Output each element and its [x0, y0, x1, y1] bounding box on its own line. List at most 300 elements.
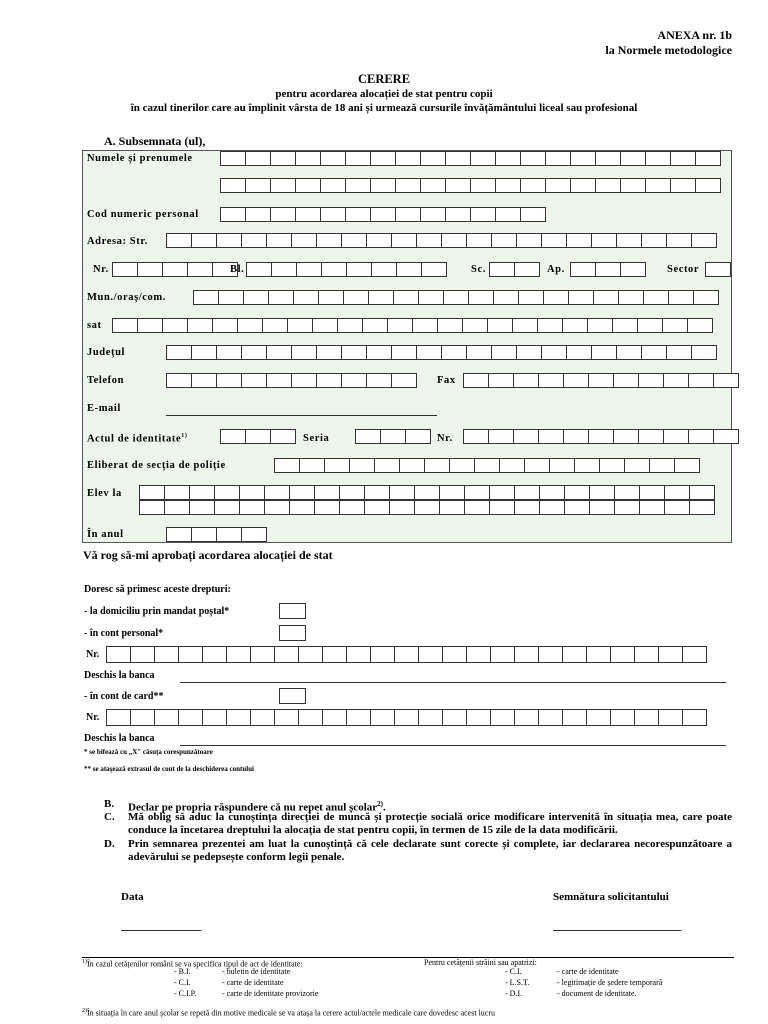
- char-cell[interactable]: [495, 151, 521, 166]
- char-cell[interactable]: [634, 646, 659, 663]
- char-cell[interactable]: [389, 485, 415, 500]
- char-cell[interactable]: [666, 233, 692, 248]
- char-cell[interactable]: [666, 345, 692, 360]
- char-cell[interactable]: [591, 345, 617, 360]
- char-cell[interactable]: [164, 485, 190, 500]
- char-cell[interactable]: [295, 151, 321, 166]
- char-cell[interactable]: [466, 646, 491, 663]
- char-cell[interactable]: [214, 485, 240, 500]
- id-document-field[interactable]: [220, 429, 295, 444]
- char-cell[interactable]: [658, 709, 683, 726]
- char-cell[interactable]: [266, 233, 292, 248]
- char-cell[interactable]: [270, 151, 296, 166]
- char-cell[interactable]: [524, 458, 550, 473]
- char-cell[interactable]: [291, 373, 317, 388]
- char-cell[interactable]: [366, 345, 392, 360]
- char-cell[interactable]: [638, 373, 664, 388]
- char-cell[interactable]: [246, 262, 272, 277]
- char-cell[interactable]: [543, 290, 569, 305]
- char-cell[interactable]: [399, 458, 425, 473]
- char-cell[interactable]: [337, 318, 363, 333]
- char-cell[interactable]: [466, 233, 492, 248]
- char-cell[interactable]: [599, 458, 625, 473]
- char-cell[interactable]: [489, 262, 515, 277]
- char-cell[interactable]: [538, 373, 564, 388]
- char-cell[interactable]: [587, 318, 613, 333]
- char-cell[interactable]: [414, 485, 440, 500]
- char-cell[interactable]: [645, 151, 671, 166]
- char-cell[interactable]: [289, 500, 315, 515]
- char-cell[interactable]: [641, 345, 667, 360]
- char-cell[interactable]: [154, 646, 179, 663]
- email-field[interactable]: [166, 415, 437, 416]
- char-cell[interactable]: [662, 318, 688, 333]
- char-cell[interactable]: [220, 429, 246, 444]
- char-cell[interactable]: [641, 233, 667, 248]
- char-cell[interactable]: [130, 646, 155, 663]
- char-cell[interactable]: [264, 500, 290, 515]
- char-cell[interactable]: [538, 709, 563, 726]
- char-cell[interactable]: [520, 178, 546, 193]
- char-cell[interactable]: [613, 429, 639, 444]
- char-cell[interactable]: [539, 485, 565, 500]
- char-cell[interactable]: [490, 646, 515, 663]
- char-cell[interactable]: [370, 646, 395, 663]
- char-cell[interactable]: [345, 178, 371, 193]
- char-cell[interactable]: [470, 151, 496, 166]
- char-cell[interactable]: [658, 646, 683, 663]
- char-cell[interactable]: [620, 151, 646, 166]
- char-cell[interactable]: [394, 709, 419, 726]
- char-cell[interactable]: [570, 262, 596, 277]
- char-cell[interactable]: [389, 500, 415, 515]
- char-cell[interactable]: [491, 345, 517, 360]
- char-cell[interactable]: [691, 233, 717, 248]
- char-cell[interactable]: [670, 151, 696, 166]
- char-cell[interactable]: [193, 290, 219, 305]
- char-cell[interactable]: [241, 373, 267, 388]
- char-cell[interactable]: [226, 646, 251, 663]
- char-cell[interactable]: [442, 709, 467, 726]
- char-cell[interactable]: [322, 646, 347, 663]
- char-cell[interactable]: [420, 207, 446, 222]
- char-cell[interactable]: [588, 373, 614, 388]
- char-cell[interactable]: [564, 500, 590, 515]
- char-cell[interactable]: [316, 373, 342, 388]
- char-cell[interactable]: [586, 709, 611, 726]
- county-field[interactable]: [166, 345, 716, 360]
- char-cell[interactable]: [445, 178, 471, 193]
- char-cell[interactable]: [549, 458, 575, 473]
- street-field[interactable]: [166, 233, 716, 248]
- char-cell[interactable]: [445, 151, 471, 166]
- char-cell[interactable]: [239, 485, 265, 500]
- char-cell[interactable]: [320, 151, 346, 166]
- char-cell[interactable]: [166, 345, 192, 360]
- char-cell[interactable]: [349, 458, 375, 473]
- char-cell[interactable]: [316, 345, 342, 360]
- char-cell[interactable]: [589, 485, 615, 500]
- char-cell[interactable]: [314, 485, 340, 500]
- char-cell[interactable]: [520, 151, 546, 166]
- char-cell[interactable]: [391, 373, 417, 388]
- char-cell[interactable]: [649, 458, 675, 473]
- char-cell[interactable]: [346, 262, 372, 277]
- char-cell[interactable]: [241, 233, 267, 248]
- char-cell[interactable]: [514, 485, 540, 500]
- char-cell[interactable]: [695, 151, 721, 166]
- char-cell[interactable]: [370, 709, 395, 726]
- char-cell[interactable]: [371, 262, 397, 277]
- char-cell[interactable]: [691, 345, 717, 360]
- char-cell[interactable]: [341, 233, 367, 248]
- char-cell[interactable]: [374, 458, 400, 473]
- char-cell[interactable]: [418, 709, 443, 726]
- char-cell[interactable]: [414, 500, 440, 515]
- char-cell[interactable]: [693, 290, 719, 305]
- char-cell[interactable]: [245, 429, 271, 444]
- fax-field[interactable]: [463, 373, 738, 388]
- char-cell[interactable]: [639, 500, 665, 515]
- char-cell[interactable]: [595, 178, 621, 193]
- char-cell[interactable]: [514, 709, 539, 726]
- char-cell[interactable]: [345, 207, 371, 222]
- postal-order-checkbox[interactable]: [279, 603, 306, 619]
- char-cell[interactable]: [570, 178, 596, 193]
- char-cell[interactable]: [266, 345, 292, 360]
- char-cell[interactable]: [220, 178, 246, 193]
- card-number-field[interactable]: [106, 709, 706, 726]
- id-number-field[interactable]: [463, 429, 738, 444]
- char-cell[interactable]: [518, 290, 544, 305]
- char-cell[interactable]: [396, 262, 422, 277]
- char-cell[interactable]: [463, 429, 489, 444]
- char-cell[interactable]: [191, 345, 217, 360]
- char-cell[interactable]: [162, 318, 188, 333]
- char-cell[interactable]: [243, 290, 269, 305]
- char-cell[interactable]: [593, 290, 619, 305]
- char-cell[interactable]: [612, 318, 638, 333]
- char-cell[interactable]: [637, 318, 663, 333]
- char-cell[interactable]: [470, 207, 496, 222]
- char-cell[interactable]: [274, 709, 299, 726]
- char-cell[interactable]: [416, 233, 442, 248]
- char-cell[interactable]: [616, 233, 642, 248]
- char-cell[interactable]: [139, 500, 165, 515]
- char-cell[interactable]: [418, 290, 444, 305]
- char-cell[interactable]: [463, 373, 489, 388]
- char-cell[interactable]: [394, 646, 419, 663]
- char-cell[interactable]: [395, 178, 421, 193]
- char-cell[interactable]: [270, 207, 296, 222]
- char-cell[interactable]: [613, 373, 639, 388]
- char-cell[interactable]: [689, 485, 715, 500]
- char-cell[interactable]: [674, 458, 700, 473]
- char-cell[interactable]: [312, 318, 338, 333]
- char-cell[interactable]: [345, 151, 371, 166]
- char-cell[interactable]: [464, 485, 490, 500]
- char-cell[interactable]: [298, 709, 323, 726]
- char-cell[interactable]: [362, 318, 388, 333]
- char-cell[interactable]: [664, 485, 690, 500]
- char-cell[interactable]: [545, 178, 571, 193]
- char-cell[interactable]: [130, 709, 155, 726]
- char-cell[interactable]: [620, 262, 646, 277]
- char-cell[interactable]: [178, 709, 203, 726]
- char-cell[interactable]: [262, 318, 288, 333]
- char-cell[interactable]: [614, 485, 640, 500]
- char-cell[interactable]: [137, 262, 163, 277]
- cnp-field[interactable]: [220, 207, 545, 222]
- char-cell[interactable]: [566, 345, 592, 360]
- char-cell[interactable]: [713, 373, 739, 388]
- char-cell[interactable]: [424, 458, 450, 473]
- char-cell[interactable]: [166, 527, 192, 542]
- char-cell[interactable]: [513, 373, 539, 388]
- char-cell[interactable]: [688, 373, 714, 388]
- char-cell[interactable]: [689, 500, 715, 515]
- char-cell[interactable]: [439, 485, 465, 500]
- char-cell[interactable]: [212, 318, 238, 333]
- char-cell[interactable]: [682, 709, 707, 726]
- char-cell[interactable]: [443, 290, 469, 305]
- char-cell[interactable]: [638, 429, 664, 444]
- char-cell[interactable]: [264, 485, 290, 500]
- char-cell[interactable]: [191, 527, 217, 542]
- char-cell[interactable]: [112, 318, 138, 333]
- char-cell[interactable]: [439, 500, 465, 515]
- char-cell[interactable]: [643, 290, 669, 305]
- char-cell[interactable]: [364, 485, 390, 500]
- char-cell[interactable]: [495, 178, 521, 193]
- school-field-row2[interactable]: [139, 500, 714, 515]
- char-cell[interactable]: [421, 262, 447, 277]
- char-cell[interactable]: [274, 646, 299, 663]
- char-cell[interactable]: [634, 709, 659, 726]
- char-cell[interactable]: [366, 233, 392, 248]
- char-cell[interactable]: [488, 373, 514, 388]
- char-cell[interactable]: [162, 262, 188, 277]
- char-cell[interactable]: [687, 318, 713, 333]
- char-cell[interactable]: [591, 233, 617, 248]
- char-cell[interactable]: [420, 151, 446, 166]
- char-cell[interactable]: [514, 646, 539, 663]
- char-cell[interactable]: [563, 429, 589, 444]
- char-cell[interactable]: [562, 318, 588, 333]
- char-cell[interactable]: [624, 458, 650, 473]
- char-cell[interactable]: [391, 233, 417, 248]
- char-cell[interactable]: [618, 290, 644, 305]
- char-cell[interactable]: [245, 178, 271, 193]
- char-cell[interactable]: [416, 345, 442, 360]
- char-cell[interactable]: [466, 709, 491, 726]
- char-cell[interactable]: [614, 500, 640, 515]
- char-cell[interactable]: [291, 345, 317, 360]
- char-cell[interactable]: [314, 500, 340, 515]
- char-cell[interactable]: [380, 429, 406, 444]
- char-cell[interactable]: [237, 318, 263, 333]
- char-cell[interactable]: [682, 646, 707, 663]
- char-cell[interactable]: [250, 646, 275, 663]
- char-cell[interactable]: [220, 207, 246, 222]
- char-cell[interactable]: [441, 345, 467, 360]
- char-cell[interactable]: [466, 345, 492, 360]
- char-cell[interactable]: [713, 429, 739, 444]
- char-cell[interactable]: [445, 207, 471, 222]
- char-cell[interactable]: [562, 709, 587, 726]
- char-cell[interactable]: [468, 290, 494, 305]
- char-cell[interactable]: [663, 373, 689, 388]
- char-cell[interactable]: [537, 318, 563, 333]
- char-cell[interactable]: [289, 485, 315, 500]
- char-cell[interactable]: [695, 178, 721, 193]
- char-cell[interactable]: [491, 233, 517, 248]
- char-cell[interactable]: [341, 345, 367, 360]
- char-cell[interactable]: [441, 233, 467, 248]
- account-number-field[interactable]: [106, 646, 706, 663]
- char-cell[interactable]: [339, 485, 365, 500]
- char-cell[interactable]: [539, 500, 565, 515]
- char-cell[interactable]: [241, 527, 267, 542]
- char-cell[interactable]: [270, 178, 296, 193]
- char-cell[interactable]: [418, 646, 443, 663]
- char-cell[interactable]: [293, 290, 319, 305]
- char-cell[interactable]: [298, 646, 323, 663]
- char-cell[interactable]: [387, 318, 413, 333]
- char-cell[interactable]: [299, 458, 325, 473]
- char-cell[interactable]: [214, 500, 240, 515]
- char-cell[interactable]: [191, 233, 217, 248]
- char-cell[interactable]: [245, 207, 271, 222]
- char-cell[interactable]: [474, 458, 500, 473]
- block-field[interactable]: [246, 262, 446, 277]
- char-cell[interactable]: [589, 500, 615, 515]
- char-cell[interactable]: [514, 500, 540, 515]
- char-cell[interactable]: [339, 500, 365, 515]
- char-cell[interactable]: [562, 646, 587, 663]
- char-cell[interactable]: [166, 373, 192, 388]
- char-cell[interactable]: [218, 290, 244, 305]
- char-cell[interactable]: [513, 429, 539, 444]
- date-field[interactable]: [121, 930, 201, 931]
- char-cell[interactable]: [538, 646, 563, 663]
- char-cell[interactable]: [639, 485, 665, 500]
- char-cell[interactable]: [164, 500, 190, 515]
- char-cell[interactable]: [202, 709, 227, 726]
- char-cell[interactable]: [395, 151, 421, 166]
- char-cell[interactable]: [321, 262, 347, 277]
- char-cell[interactable]: [570, 151, 596, 166]
- char-cell[interactable]: [516, 233, 542, 248]
- school-field-row1[interactable]: [139, 485, 714, 500]
- char-cell[interactable]: [449, 458, 475, 473]
- char-cell[interactable]: [616, 345, 642, 360]
- id-series-field[interactable]: [355, 429, 430, 444]
- char-cell[interactable]: [470, 178, 496, 193]
- char-cell[interactable]: [154, 709, 179, 726]
- char-cell[interactable]: [241, 345, 267, 360]
- card-bank-field[interactable]: [180, 745, 726, 746]
- char-cell[interactable]: [512, 318, 538, 333]
- char-cell[interactable]: [462, 318, 488, 333]
- char-cell[interactable]: [668, 290, 694, 305]
- char-cell[interactable]: [489, 500, 515, 515]
- char-cell[interactable]: [189, 485, 215, 500]
- char-cell[interactable]: [488, 429, 514, 444]
- char-cell[interactable]: [216, 345, 242, 360]
- char-cell[interactable]: [106, 646, 131, 663]
- char-cell[interactable]: [106, 709, 131, 726]
- char-cell[interactable]: [370, 151, 396, 166]
- char-cell[interactable]: [391, 345, 417, 360]
- char-cell[interactable]: [274, 458, 300, 473]
- char-cell[interactable]: [566, 233, 592, 248]
- char-cell[interactable]: [705, 262, 731, 277]
- char-cell[interactable]: [464, 500, 490, 515]
- char-cell[interactable]: [216, 527, 242, 542]
- char-cell[interactable]: [287, 318, 313, 333]
- char-cell[interactable]: [514, 262, 540, 277]
- char-cell[interactable]: [586, 646, 611, 663]
- name-field-row2[interactable]: [220, 178, 720, 193]
- city-field[interactable]: [193, 290, 718, 305]
- char-cell[interactable]: [271, 262, 297, 277]
- char-cell[interactable]: [191, 373, 217, 388]
- char-cell[interactable]: [320, 207, 346, 222]
- char-cell[interactable]: [226, 709, 251, 726]
- char-cell[interactable]: [610, 646, 635, 663]
- char-cell[interactable]: [405, 429, 431, 444]
- char-cell[interactable]: [595, 262, 621, 277]
- char-cell[interactable]: [541, 233, 567, 248]
- char-cell[interactable]: [295, 178, 321, 193]
- signature-field[interactable]: [553, 930, 681, 931]
- char-cell[interactable]: [493, 290, 519, 305]
- char-cell[interactable]: [189, 500, 215, 515]
- char-cell[interactable]: [670, 178, 696, 193]
- char-cell[interactable]: [245, 151, 271, 166]
- char-cell[interactable]: [250, 709, 275, 726]
- char-cell[interactable]: [268, 290, 294, 305]
- char-cell[interactable]: [645, 178, 671, 193]
- char-cell[interactable]: [437, 318, 463, 333]
- char-cell[interactable]: [322, 709, 347, 726]
- school-year-field[interactable]: [166, 527, 266, 542]
- char-cell[interactable]: [320, 178, 346, 193]
- char-cell[interactable]: [490, 709, 515, 726]
- char-cell[interactable]: [420, 178, 446, 193]
- char-cell[interactable]: [324, 458, 350, 473]
- char-cell[interactable]: [487, 318, 513, 333]
- char-cell[interactable]: [663, 429, 689, 444]
- char-cell[interactable]: [296, 262, 322, 277]
- char-cell[interactable]: [220, 151, 246, 166]
- char-cell[interactable]: [341, 373, 367, 388]
- village-field[interactable]: [112, 318, 712, 333]
- char-cell[interactable]: [202, 646, 227, 663]
- phone-field[interactable]: [166, 373, 416, 388]
- bank-field[interactable]: [180, 682, 726, 683]
- char-cell[interactable]: [166, 233, 192, 248]
- char-cell[interactable]: [370, 207, 396, 222]
- char-cell[interactable]: [395, 207, 421, 222]
- char-cell[interactable]: [520, 207, 546, 222]
- staircase-field[interactable]: [489, 262, 539, 277]
- char-cell[interactable]: [346, 646, 371, 663]
- char-cell[interactable]: [574, 458, 600, 473]
- char-cell[interactable]: [216, 373, 242, 388]
- char-cell[interactable]: [346, 709, 371, 726]
